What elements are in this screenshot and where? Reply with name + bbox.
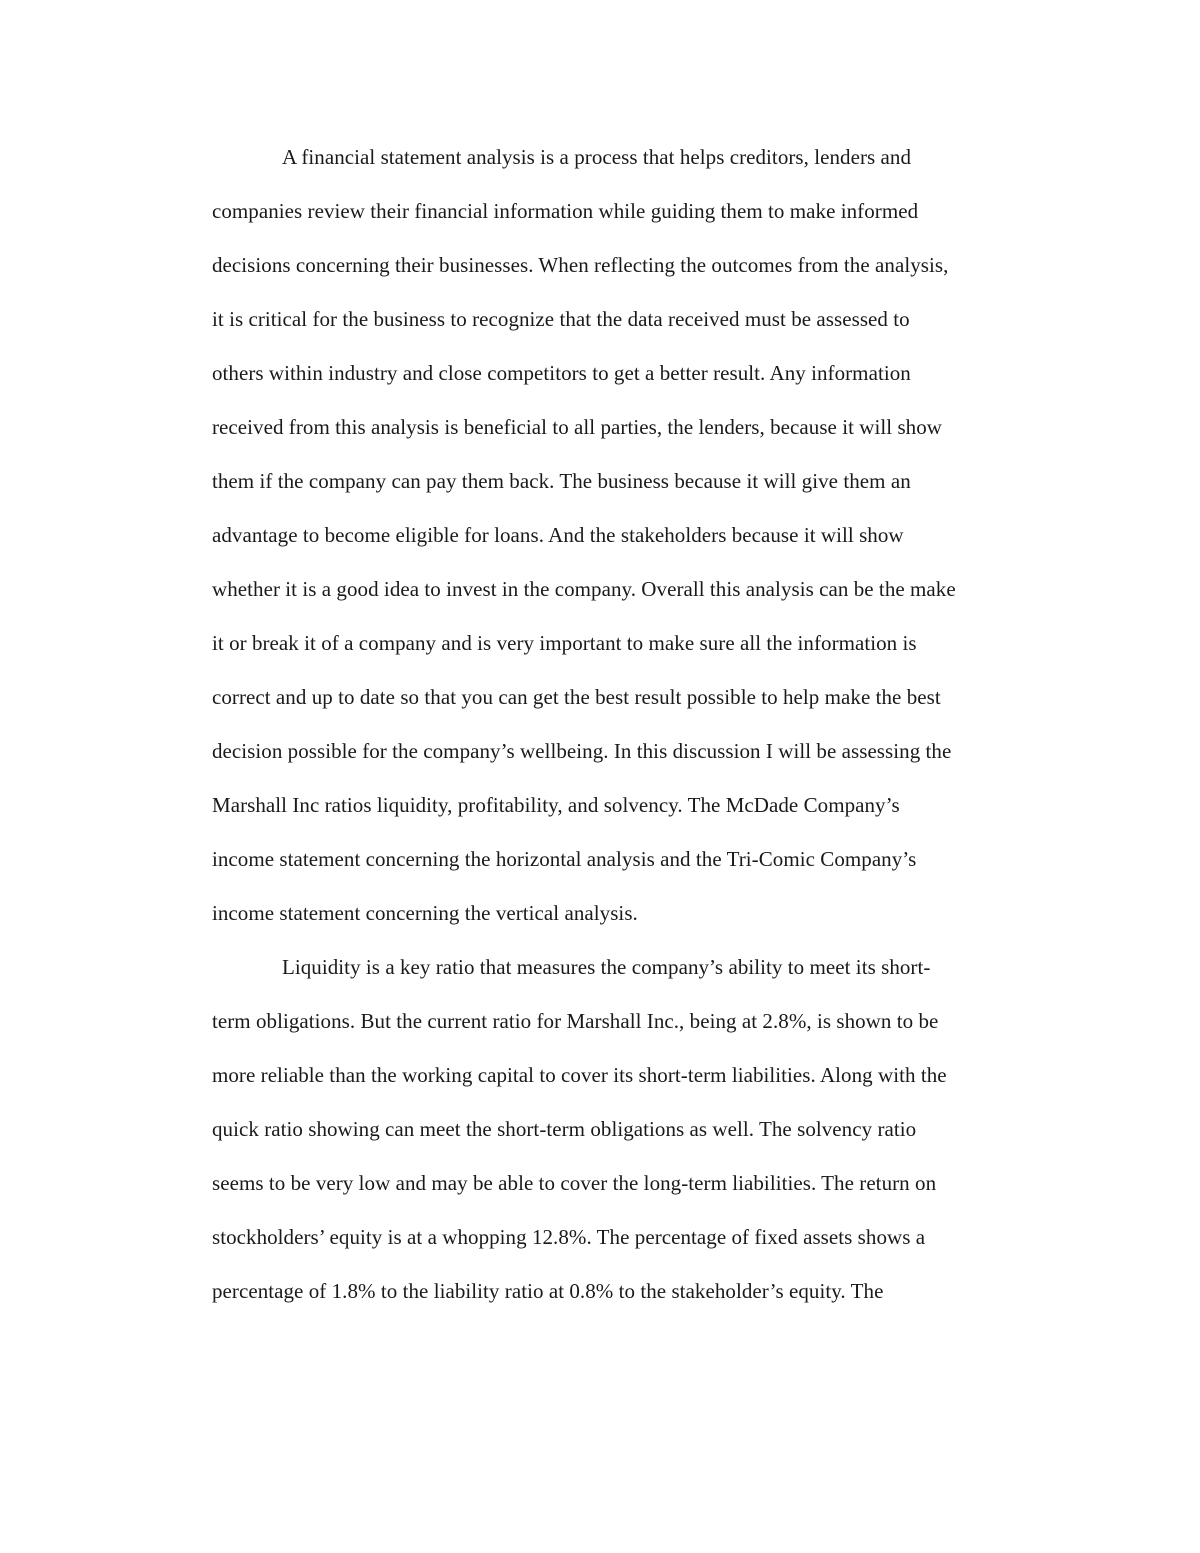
paragraph-line: Marshall Inc ratios liquidity, profitability, and solvency. The McDade Company’s [212,793,900,817]
paragraph-line: it is critical for the business to recognize that the data received must be assessed to [212,307,910,331]
paragraph-line: it or break it of a company and is very important to make sure all the information is [212,631,917,655]
paragraph-line: stockholders’ equity is at a whopping 12.8%. The percentage of fixed assets shows a [212,1225,926,1249]
paragraph-line: income statement concerning the vertical analysis. [212,901,638,925]
paragraph-line: decisions concerning their businesses. When reflecting the outcomes from the analysis, [212,253,949,277]
paragraph-line: them if the company can pay them back. The business because it will give them an [212,469,911,493]
paragraph-1 [212,130,1062,940]
paragraph-line: companies review their financial information while guiding them to make informed [212,199,919,223]
paragraph-line: correct and up to date so that you can get the best result possible to help make the best [212,685,941,709]
paragraph-line: income statement concerning the horizontal analysis and the Tri-Comic Company’s [212,847,917,871]
paragraph-line: more reliable than the working capital to cover its short-term liabilities. Along with the [212,1063,947,1087]
paragraph-line: seems to be very low and may be able to cover the long-term liabilities. The return on [212,1171,937,1195]
document-body [212,130,1062,1318]
paragraph-line: advantage to become eligible for loans. And the stakeholders because it will show [212,523,904,547]
paragraph-line: term obligations. But the current ratio for Marshall Inc., being at 2.8%, is shown to be [212,1009,939,1033]
paragraph-line: others within industry and close competitors to get a better result. Any information [212,361,911,385]
paragraph-line: received from this analysis is beneficial to all parties, the lenders, because it will show [212,415,942,439]
paragraph-line: A financial statement analysis is a process that helps creditors, lenders and [282,145,911,169]
paragraph-line: whether it is a good idea to invest in the company. Overall this analysis can be the make [212,577,956,601]
paragraph-line: decision possible for the company’s wellbeing. In this discussion I will be assessing the [212,739,952,763]
paragraph-line: Liquidity is a key ratio that measures the company’s ability to meet its short- [282,955,931,979]
paragraph-line: percentage of 1.8% to the liability ratio at 0.8% to the stakeholder’s equity. The [212,1279,884,1303]
paragraph-2 [212,940,1062,1318]
paragraph-line: quick ratio showing can meet the short-term obligations as well. The solvency ratio [212,1117,917,1141]
